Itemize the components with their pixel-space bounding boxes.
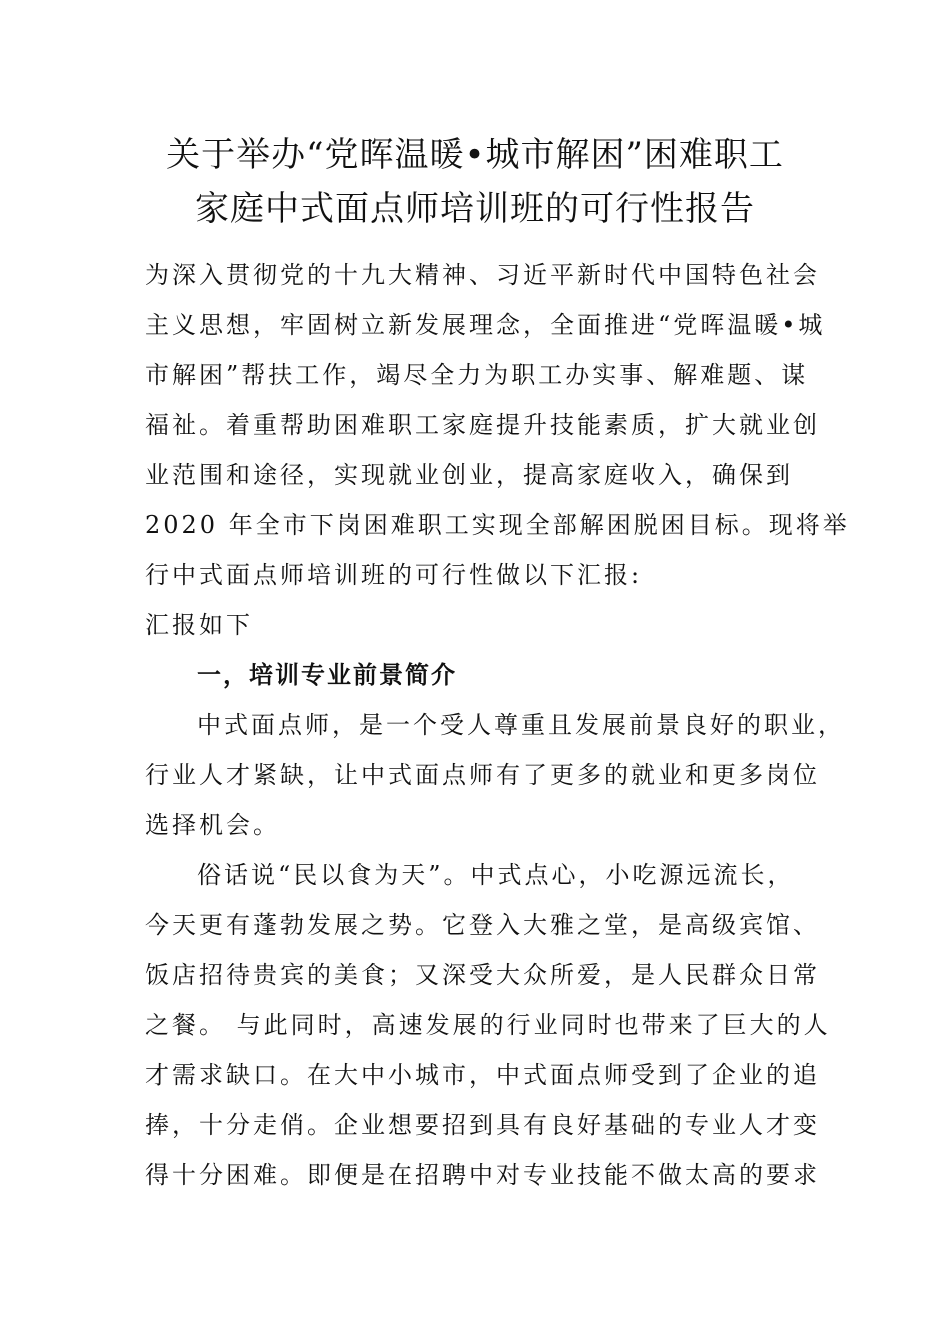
intro-line-5: 业范围和途径，实现就业创业，提高家庭收入，确保到	[145, 461, 793, 489]
para2-line-2: 今天更有蓬勃发展之势。它登入大雅之堂，是高级宾馆、	[145, 911, 820, 939]
intro-line-8: 汇报如下	[145, 611, 253, 639]
para2-line-1: 俗话说“民以食为天”。中式点心，小吃源远流长，	[197, 861, 795, 889]
para2-line-7: 得十分困难。即便是在招聘中对专业技能不做太高的要求	[145, 1161, 820, 1189]
para2-line-4: 之餐。 与此同时，高速发展的行业同时也带来了巨大的人	[145, 1011, 831, 1039]
document-title-line-2: 家庭中式面点师培训班的可行性报告	[195, 189, 755, 229]
para1-line-3: 选择机会。	[145, 811, 280, 839]
section-heading-1: 一，培训专业前景简介	[197, 661, 457, 689]
intro-line-6: 2020 年全市下岗困难职工实现全部解困脱困目标。现将举	[145, 511, 850, 539]
intro-line-1: 为深入贯彻党的十九大精神、习近平新时代中国特色社会	[145, 261, 820, 289]
document-title-line-1: 关于举办“党晖温暖•城市解困”困难职工	[166, 135, 784, 175]
para2-line-6: 捧，十分走俏。企业想要招到具有良好基础的专业人才变	[145, 1111, 820, 1139]
para2-line-3: 饭店招待贵宾的美食；又深受大众所爱，是人民群众日常	[145, 961, 820, 989]
para1-line-2: 行业人才紧缺，让中式面点师有了更多的就业和更多岗位	[145, 761, 820, 789]
intro-line-3: 市解困”帮扶工作，竭尽全力为职工办实事、解难题、谋	[145, 361, 809, 389]
para1-line-1: 中式面点师，是一个受人尊重且发展前景良好的职业，	[197, 711, 845, 739]
intro-line-7: 行中式面点师培训班的可行性做以下汇报:	[145, 561, 643, 589]
intro-line-4: 福祉。着重帮助困难职工家庭提升技能素质，扩大就业创	[145, 411, 820, 439]
intro-line-2: 主义思想，牢固树立新发展理念，全面推进“党晖温暖•城	[145, 311, 826, 339]
para2-line-5: 才需求缺口。在大中小城市，中式面点师受到了企业的追	[145, 1061, 820, 1089]
